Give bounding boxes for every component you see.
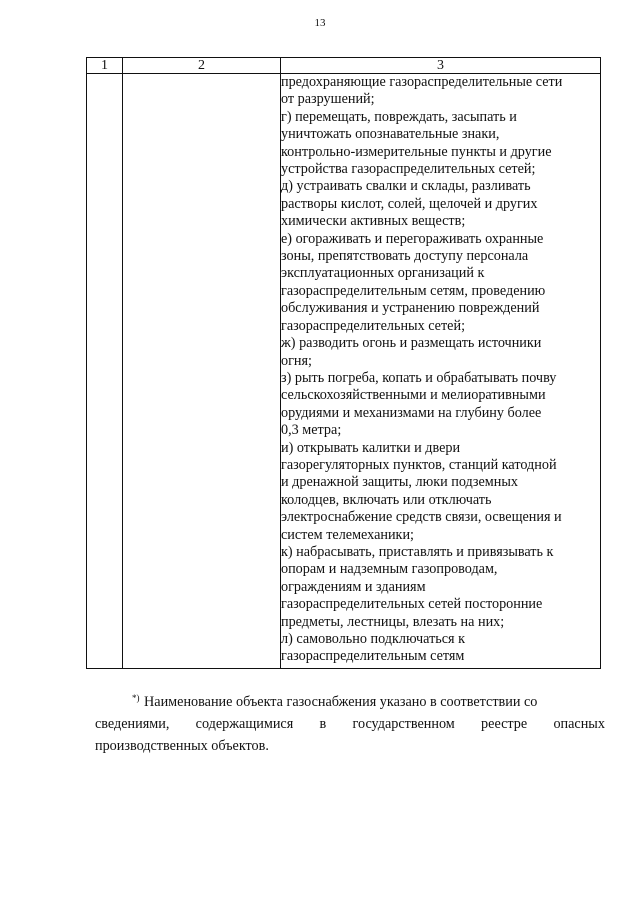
text-line: е) огораживать и перегораживать охранные bbox=[281, 230, 544, 247]
text-line: опорам и надземным газопроводам, bbox=[281, 561, 498, 578]
text-line: з) рыть погреба, копать и обрабатывать почву bbox=[281, 369, 557, 386]
text-line: и дренажной защиты, люки подземных bbox=[281, 474, 518, 491]
footnote-word: опасных bbox=[553, 716, 605, 732]
text-line: обслуживания и устранению повреждений bbox=[281, 300, 540, 317]
table-header-row bbox=[87, 58, 601, 74]
footnote-word: в bbox=[319, 716, 327, 732]
text-line: газораспределительным сетям, проведению bbox=[281, 282, 546, 299]
footnote bbox=[95, 687, 605, 757]
column-header-1: 1 bbox=[87, 58, 123, 74]
text-line: 0,3 метра; bbox=[281, 422, 342, 439]
text-line: ж) разводить огонь и размещать источники bbox=[281, 335, 542, 352]
text-line: к) набрасывать, приставлять и привязывать к bbox=[281, 543, 554, 560]
footnote-word: сведениями, bbox=[95, 716, 170, 732]
footnote-word: реестре bbox=[481, 716, 528, 732]
column-header-2: 2 bbox=[123, 58, 281, 74]
text-line: предохраняющие газораспределительные сети bbox=[281, 74, 563, 90]
page-number: 13 bbox=[314, 17, 326, 29]
footnote-line-1 bbox=[95, 687, 605, 713]
text-line: систем телемеханики; bbox=[281, 526, 414, 543]
footnote-word: государственном bbox=[352, 716, 455, 732]
text-line: газораспределительным сетям bbox=[281, 648, 465, 665]
table-cell-col3 bbox=[281, 74, 601, 669]
text-line: газораспределительных сетей; bbox=[281, 317, 466, 334]
text-line: г) перемещать, повреждать, засыпать и bbox=[281, 108, 517, 125]
text-line: ограждениям и зданиям bbox=[281, 578, 426, 595]
text-line: уничтожать опознавательные знаки, bbox=[281, 126, 500, 143]
column-header-3: 3 bbox=[281, 58, 601, 74]
text-line: электроснабжение средств связи, освещения и bbox=[281, 509, 562, 526]
text-line: колодцев, включать или отключать bbox=[281, 491, 492, 508]
text-line: устройства газораспределительных сетей; bbox=[281, 161, 536, 178]
text-line: газораспределительных сетей посторонние bbox=[281, 596, 543, 613]
text-line: зоны, препятствовать доступу персонала bbox=[281, 248, 529, 265]
text-line: газорегуляторных пунктов, станций катодной bbox=[281, 456, 557, 473]
footnote-line-2 bbox=[95, 713, 605, 735]
text-line: предметы, лестницы, влезать на них; bbox=[281, 613, 505, 630]
text-line: химически активных веществ; bbox=[281, 213, 466, 230]
text-line: контрольно-измерительные пункты и другие bbox=[281, 143, 552, 160]
table-cell-col2 bbox=[123, 74, 281, 669]
text-line: сельскохозяйственными и мелиоративными bbox=[281, 387, 546, 404]
text-line: и) открывать калитки и двери bbox=[281, 439, 461, 456]
text-line: эксплуатационных организаций к bbox=[281, 265, 485, 282]
footnote-marker: *) bbox=[132, 693, 140, 703]
text-line: огня; bbox=[281, 352, 312, 369]
text-line: орудиями и механизмами на глубину более bbox=[281, 404, 542, 421]
footnote-text-1: Наименование объекта газоснабжения указано в соответствии со bbox=[144, 694, 538, 710]
text-line: от разрушений; bbox=[281, 91, 375, 108]
document-table bbox=[86, 57, 601, 669]
text-line: л) самовольно подключаться к bbox=[281, 631, 466, 647]
text-line: д) устраивать свалки и склады, разливать bbox=[281, 178, 531, 195]
table-row bbox=[87, 74, 601, 669]
text-line: растворы кислот, солей, щелочей и других bbox=[281, 195, 538, 212]
table-cell-col1 bbox=[87, 74, 123, 669]
footnote-word: содержащимися bbox=[195, 716, 294, 732]
footnote-line-3: производственных объектов. bbox=[95, 738, 269, 754]
